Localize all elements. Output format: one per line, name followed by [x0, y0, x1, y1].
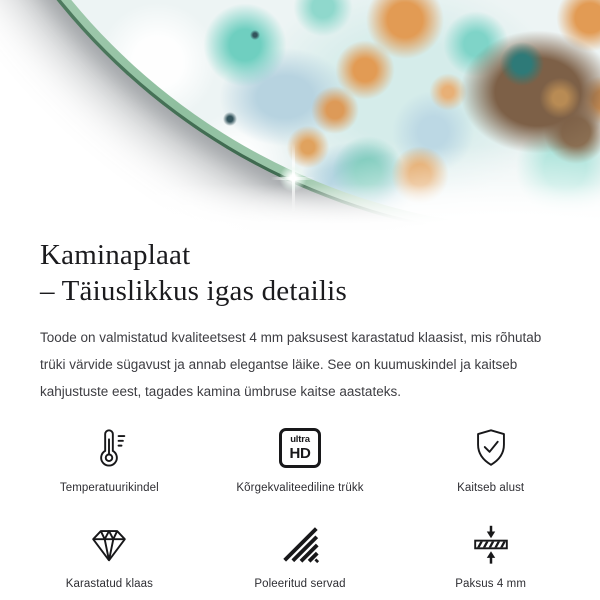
- product-description-section: [0, 237, 600, 405]
- thickness-icon: [468, 518, 514, 570]
- feature-label: Kaitseb alust: [457, 482, 525, 494]
- feature-label: Kõrgekvaliteediline trükk: [236, 482, 364, 494]
- page-title-line1: Kaminaplaat: [40, 239, 191, 271]
- feature-label: Temperatuurikindel: [59, 482, 159, 494]
- glass-plate-marble-art: [0, 0, 600, 229]
- feature-protects-base: [395, 422, 586, 494]
- feature-tempered-glass: [14, 518, 205, 590]
- product-hero-image: [0, 0, 600, 230]
- feature-thickness: [395, 518, 586, 590]
- shield-check-icon: [468, 422, 514, 474]
- thermometer-icon: [86, 422, 132, 474]
- glass-plate: [0, 0, 600, 230]
- feature-grid: [0, 422, 600, 590]
- page-title-line2: – Täiuslikkus igas detailis: [40, 275, 347, 307]
- ultra-hd-badge-top: ultra: [290, 434, 310, 446]
- polished-edges-icon: [277, 518, 323, 570]
- feature-label: Karastatud klaas: [65, 578, 153, 590]
- feature-label: Paksus 4 mm: [455, 578, 527, 590]
- page-title: [40, 237, 570, 309]
- diamond-icon: [86, 518, 132, 570]
- product-intro-text: Toode on valmistatud kvaliteetsest 4 mm paksusest karastatud klaasist, mis rõhutab trüki värvide sügavust ja annab elegantse läike. See on kuumuskindel ja kaitseb kahjustuste eest, tagades kamina ümbruse kaitse aastateks.: [40, 330, 542, 399]
- feature-temperature: [14, 422, 205, 494]
- glass-plate-rim: [0, 0, 600, 230]
- ultra-hd-icon: [279, 422, 321, 474]
- feature-print-quality: [205, 422, 396, 494]
- ultra-hd-badge-bottom: HD: [289, 444, 311, 462]
- feature-polished-edges: [205, 518, 396, 590]
- feature-label: Poleeritud servad: [254, 578, 346, 590]
